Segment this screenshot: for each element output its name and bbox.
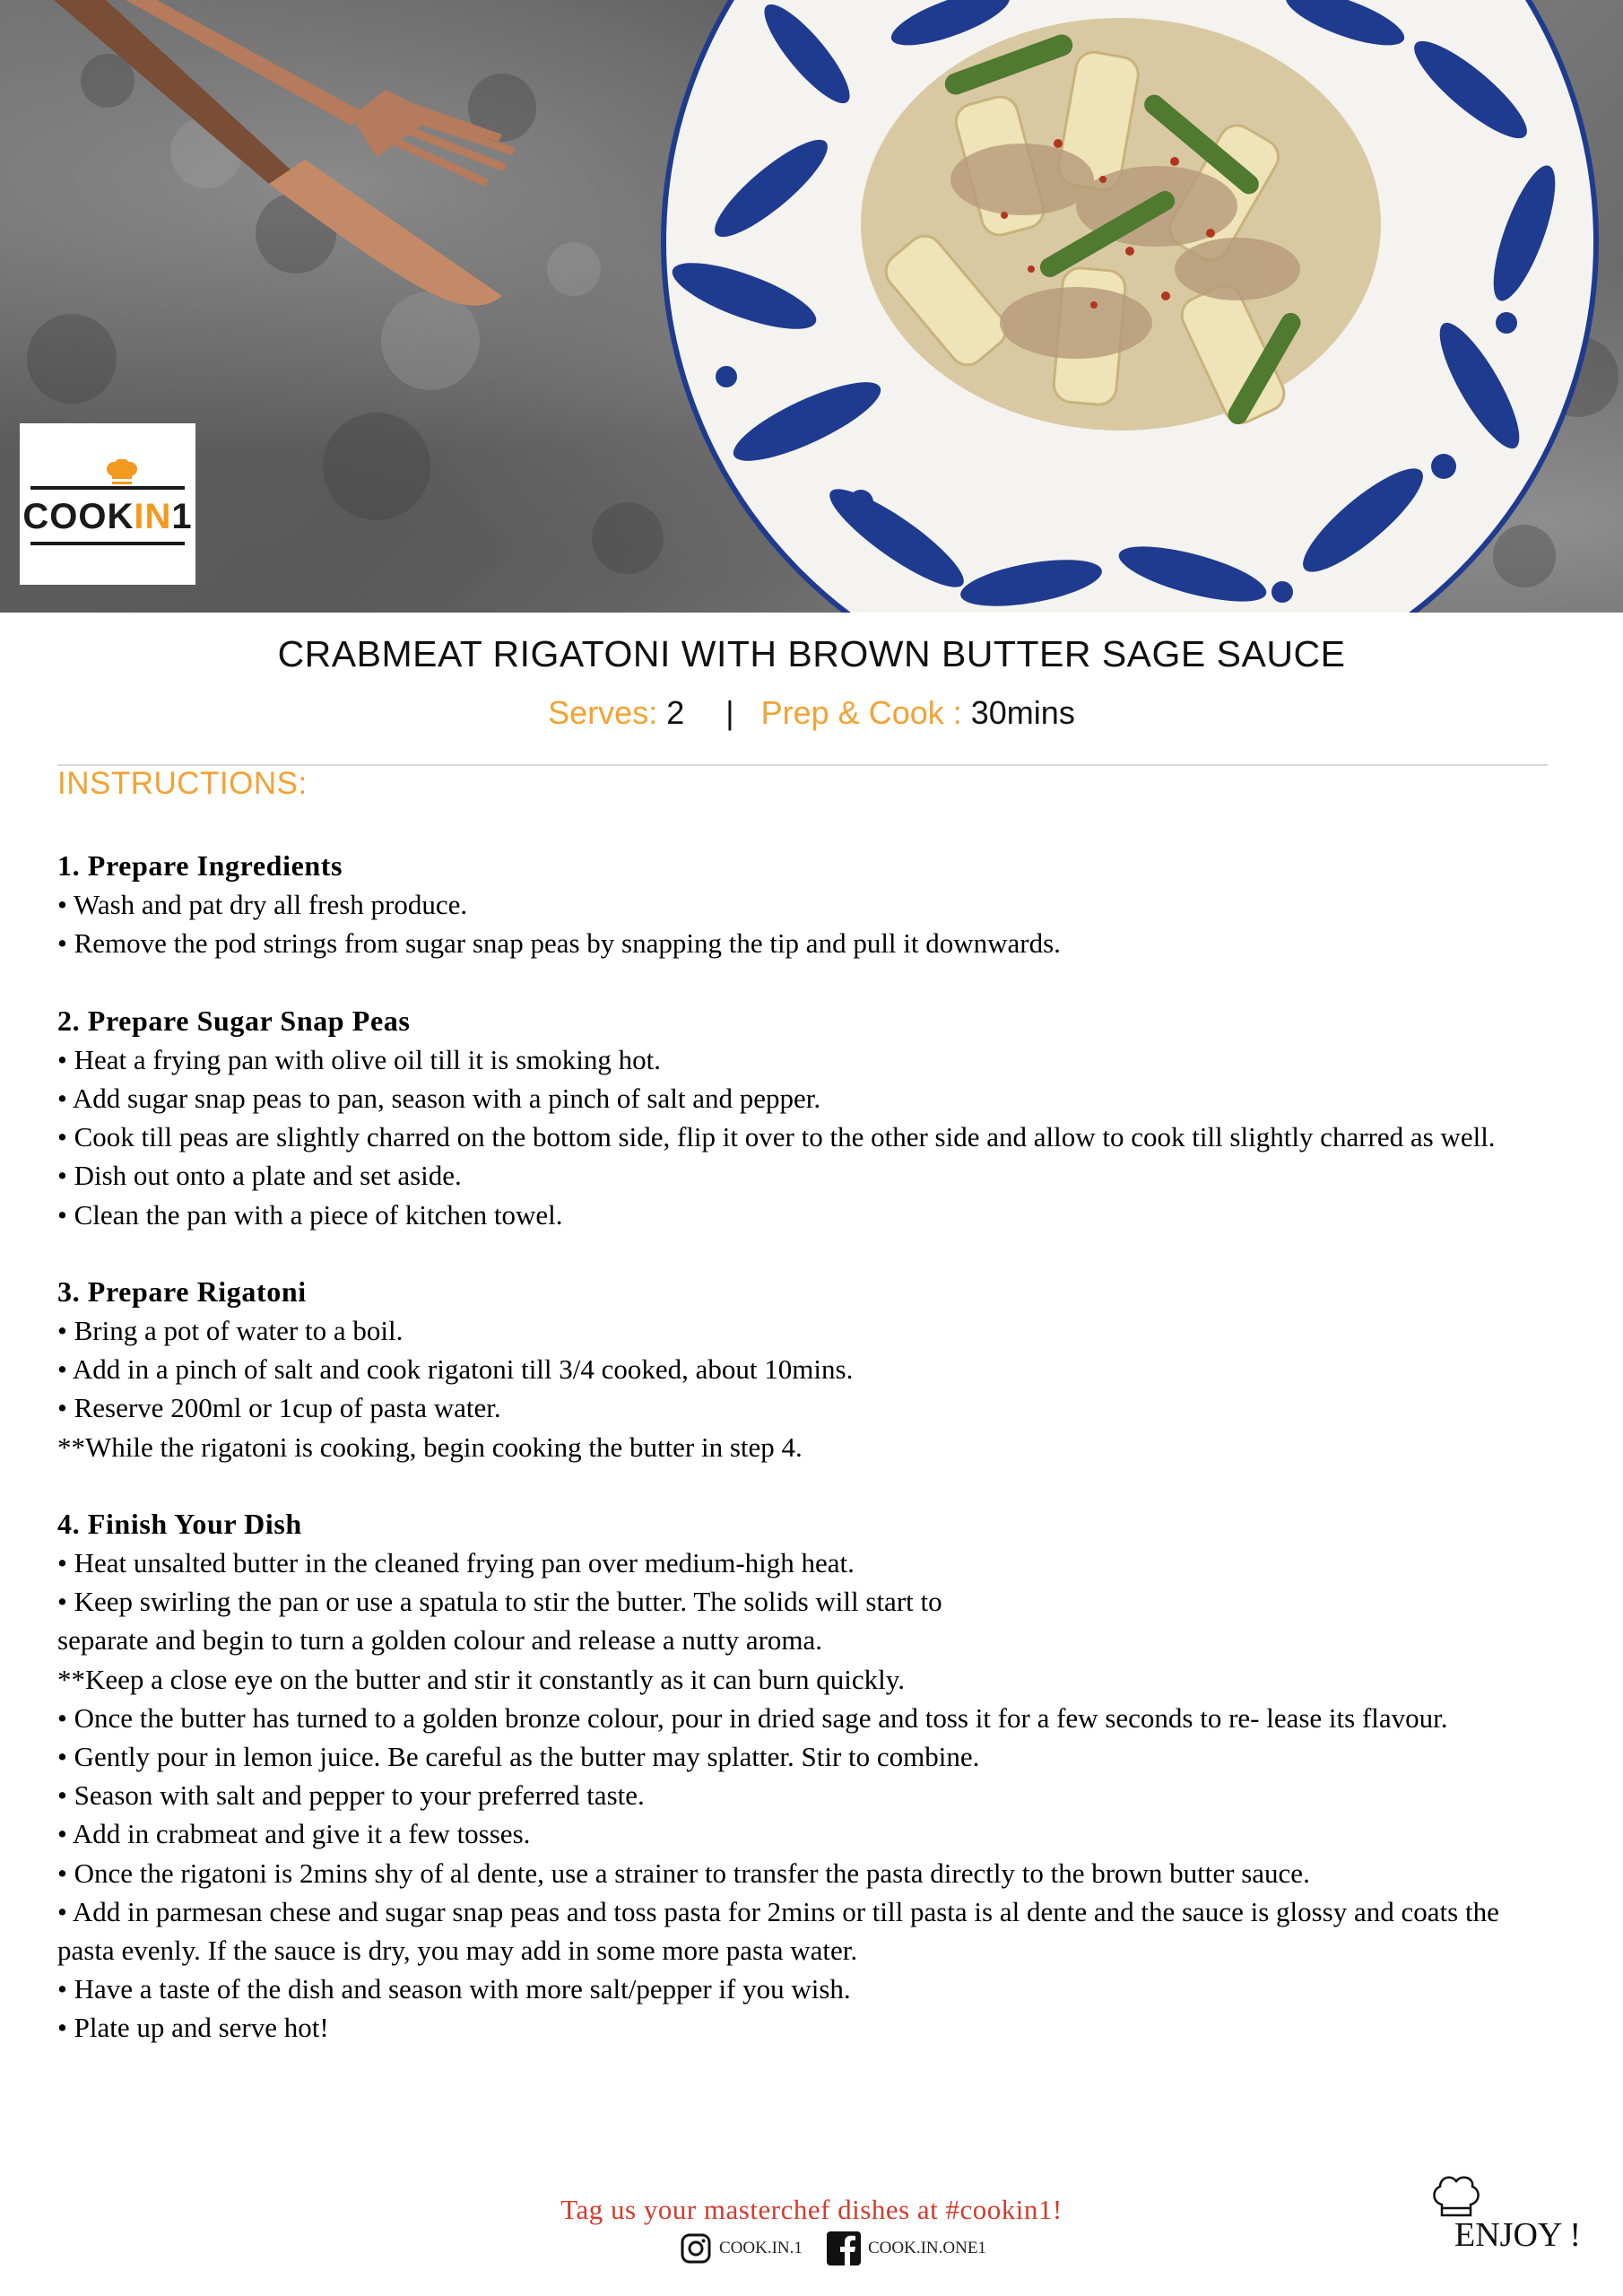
step-line: • Season with salt and pepper to your preferred taste. bbox=[57, 1779, 645, 1812]
time-value: 30mins bbox=[970, 694, 1075, 731]
instagram-link[interactable] bbox=[680, 2231, 803, 2266]
step-line: • Clean the pan with a piece of kitchen towel. bbox=[57, 1198, 563, 1231]
step-title: 4. Finish Your Dish bbox=[57, 1507, 302, 1540]
time-label: Prep & Cook : bbox=[760, 694, 962, 731]
step-line: • Have a taste of the dish and season with more salt/pepper if you wish. bbox=[57, 1973, 851, 2005]
enjoy-text: ENJOY ! bbox=[1454, 2216, 1582, 2254]
step-title: 1. Prepare Ingredients bbox=[57, 849, 343, 882]
step-line: • Keep swirling the pan or use a spatula to stir the butter. The solids will start to bbox=[57, 1586, 942, 1618]
chef-hat-icon bbox=[106, 459, 138, 486]
step-line: **Keep a close eye on the butter and stir it constantly as it can burn quickly. bbox=[57, 1663, 905, 1695]
instructions-body bbox=[57, 847, 1555, 2048]
step-title: 3. Prepare Rigatoni bbox=[57, 1274, 307, 1308]
serves-label: Serves: bbox=[548, 694, 658, 731]
meta-separator: | bbox=[725, 694, 734, 731]
recipe-meta bbox=[0, 694, 1623, 732]
step-line: • Dish out onto a plate and set aside. bbox=[57, 1160, 462, 1192]
step-line: • Bring a pot of water to a boil. bbox=[57, 1315, 404, 1347]
step-line: • Gently pour in lemon juice. Be careful as the butter may splatter. Stir to combine. bbox=[57, 1741, 980, 1773]
step-line: • Add in crabmeat and give it a few tosses. bbox=[57, 1818, 531, 1850]
step-line: • Add in a pinch of salt and cook rigatoni till 3/4 cooked, about 10mins. bbox=[57, 1353, 854, 1386]
step-line: separate and begin to turn a golden colour and release a nutty aroma. bbox=[57, 1624, 823, 1657]
hashtag-tagline: Tag us your masterchef dishes at #cookin1! bbox=[560, 2194, 1063, 2225]
step-title: 2. Prepare Sugar Snap Peas bbox=[57, 1004, 411, 1037]
step-line: • Remove the pod strings from sugar snap peas by snapping the tip and pull it downwards. bbox=[57, 927, 1061, 960]
pasta-plate-illustration bbox=[0, 0, 1623, 613]
step-line: **While the rigatoni is cooking, begin cooking the butter in step 4. bbox=[57, 1431, 803, 1463]
step-line: • Once the rigatoni is 2mins shy of al dente, use a strainer to transfer the pasta directly to the brown butter sauce. bbox=[57, 1857, 1310, 1889]
instructions-heading: INSTRUCTIONS: bbox=[57, 766, 308, 801]
step-line: • Heat unsalted butter in the cleaned frying pan over medium-high heat. bbox=[57, 1547, 855, 1579]
instagram-icon bbox=[680, 2232, 712, 2265]
facebook-icon bbox=[827, 2231, 861, 2266]
step-line: • Plate up and serve hot! bbox=[57, 2012, 329, 2044]
step-line: • Wash and pat dry all fresh produce. bbox=[57, 889, 468, 921]
chef-hat-outline-icon bbox=[1429, 2170, 1483, 2221]
recipe-title: CRABMEAT RIGATONI WITH BROWN BUTTER SAGE SAUCE bbox=[277, 633, 1346, 674]
facebook-link[interactable] bbox=[827, 2231, 986, 2266]
step-line: • Reserve 200ml or 1cup of pasta water. bbox=[57, 1392, 501, 1424]
cookin1-logo: COOKIN1 bbox=[20, 423, 195, 585]
step-line: • Add sugar snap peas to pan, season with a pinch of salt and pepper. bbox=[57, 1083, 821, 1115]
step-line: • Cook till peas are slightly charred on the bottom side, flip it over to the other side and allow to cook till slightly charred as well. bbox=[57, 1121, 1496, 1153]
step-line: • Once the butter has turned to a golden bronze colour, pour in dried sage and toss it for a few seconds to re- lease its flavour. bbox=[57, 1701, 1448, 1734]
instagram-handle: COOK.IN.1 bbox=[719, 2239, 803, 2257]
hero-photo bbox=[0, 0, 1623, 613]
step-line: • Add in parmesan chese and sugar snap peas and toss pasta for 2mins or till pasta is al dente and the sauce is glossy and coats the pasta evenly. If the sauce is dry, you may add in some more pasta water. bbox=[57, 1895, 1499, 1967]
facebook-handle: COOK.IN.ONE1 bbox=[868, 2239, 986, 2257]
serves-value: 2 bbox=[666, 694, 685, 731]
step-line: • Heat a frying pan with olive oil till it is smoking hot. bbox=[57, 1043, 661, 1075]
